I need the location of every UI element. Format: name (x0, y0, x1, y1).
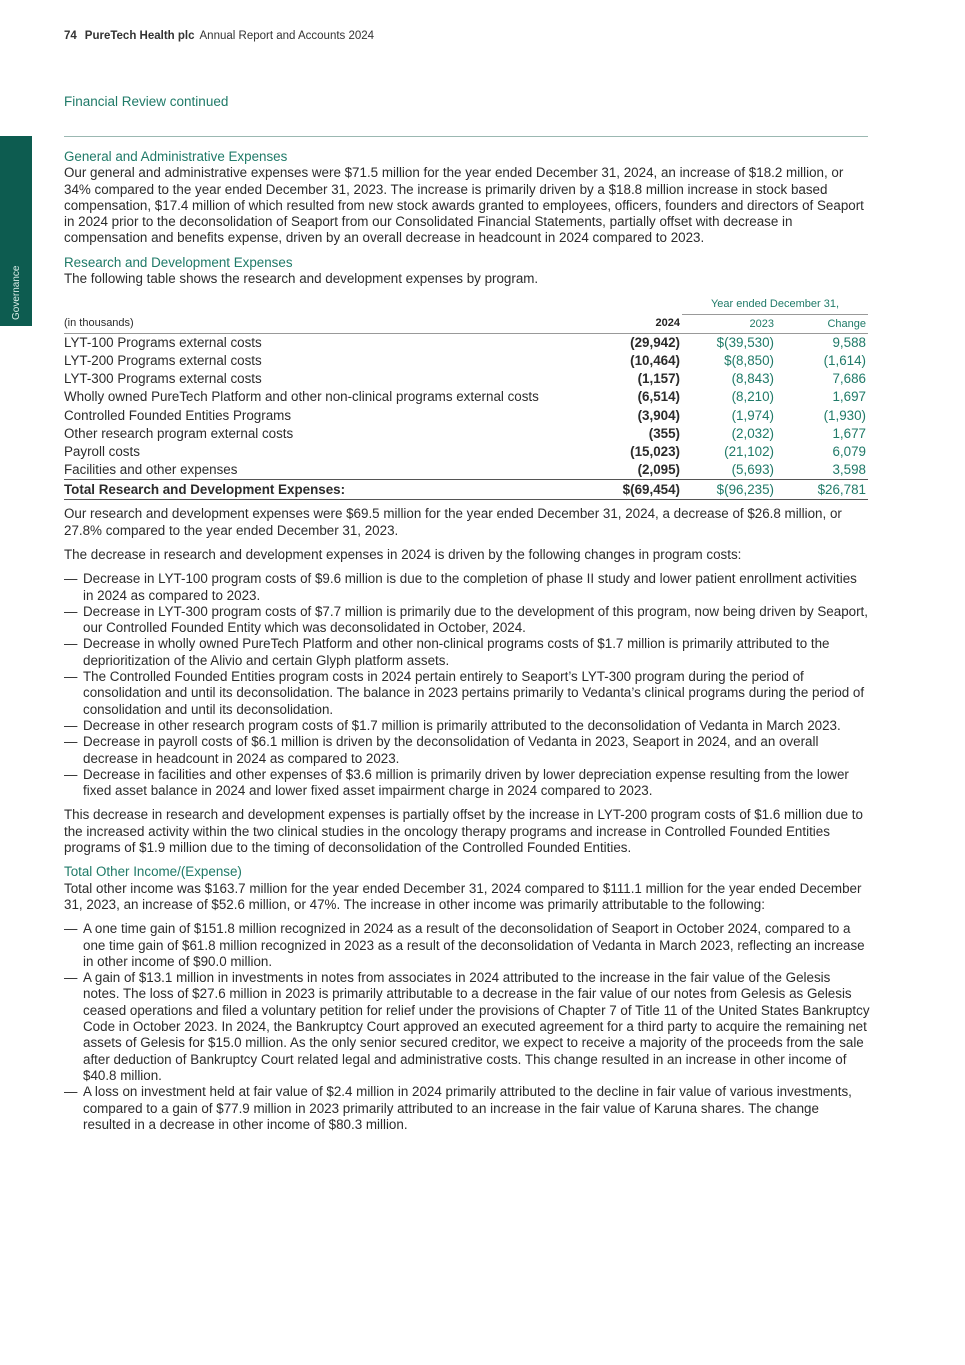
company-name: PureTech Health plc (84, 30, 195, 42)
other-bullets (64, 921, 870, 1133)
side-tab-governance[interactable] (0, 136, 32, 326)
table-row (64, 388, 868, 406)
cell-change: 1,677 (832, 425, 866, 441)
cell-y2023: (5,693) (731, 462, 774, 478)
table-row (64, 370, 868, 388)
rd-bullets (64, 571, 870, 799)
list-item: — A gain of $13.1 million in investments in notes from associates in 2024 attributed to the increase in the fair value of the Gelesis notes. The loss of $27.6 million in 2023 is primarily attributable to a decrease in the fair value of our notes from Gelesis as Gelesis ceased operations and filed a voluntary petition for relief under the provisions of Chapter 7 of Title 11 of the United States Bankruptcy Code in October 2023. In 2024, the Bankruptcy Court approved an executed agreement for a third party to acquire the remaining net assets of Gelesis for $15.0 million. As the only senior secured creditor, we expect to receive a majority of the proceeds from the sale after deduction of Bankruptcy Court related legal and administrative costs. This change resulted in an increase in other income of $40.8 million. (64, 970, 870, 1084)
unit-label: (in thousands) (64, 314, 588, 333)
cell-change: (1,930) (823, 407, 866, 423)
cell-change: 6,079 (832, 444, 866, 459)
cell-y2024: (3,904) (637, 407, 680, 423)
running-header (64, 30, 374, 42)
total-label: Total Research and Development Expenses: (64, 480, 588, 500)
cell-y2023: (8,843) (731, 371, 774, 387)
cell-y2023: $(8,850) (724, 352, 774, 368)
page-number: 74 (64, 30, 77, 42)
cell-y2024: (1,157) (637, 371, 680, 387)
cell-y2023: (1,974) (731, 407, 774, 423)
col-change: Change (774, 314, 868, 333)
list-item: — Decrease in payroll costs of $6.1 million is driven by the deconsolidation of Vedanta in 2023, Seaport in 2024, and an overall decrease in headcount in 2024 as compared to 2023. (64, 734, 870, 767)
cell-y2023: (8,210) (731, 389, 774, 405)
cell-y2024: (6,514) (637, 389, 680, 405)
table-row (64, 407, 868, 425)
rd-summary: Our research and development expenses were $69.5 million for the year ended December 31, 2024, a decrease of $26.8 million, or 27.8% compared to the year ended December 31, 2023. (64, 506, 842, 538)
cell-y2024: (355) (648, 425, 680, 441)
list-item: — Decrease in facilities and other expenses of $3.6 million is primarily driven by lower depreciation expense resulting from the lower fixed asset balance in 2024 and lower fixed asset impairment charge in 2024 compared to 2023. (64, 767, 870, 800)
cell-label: Other research program external costs (64, 425, 294, 441)
cell-y2024: (29,942) (630, 334, 680, 350)
total-row (64, 480, 868, 500)
table-row (64, 425, 868, 443)
cell-label: LYT-200 Programs external costs (64, 352, 262, 368)
rd-heading: Research and Development Expenses (64, 254, 293, 270)
total-change: $26,781 (774, 480, 868, 500)
col-2023: 2023 (682, 314, 774, 333)
ga-body: Our general and administrative expenses were $71.5 million for the year ended December 31, 2024, an increase of $18.2 million, or 34% compared to the year ended December 31, 2023. The increase is primarily driven by a $18.8 million increase in stock based compensation, $17.4 million of which resulted from new stock awards granted to employees, officers, founders and directors of Seaport in 2024 prior to the deconsolidation of Seaport from our Consolidated Financial Statements, partially offset with decrease in compensation and benefits expense, driven by an overall decrease in headcount in 2024 compared to 2023. (64, 165, 864, 246)
rd-drivers-intro: The decrease in research and development expenses in 2024 is driven by the following changes in program costs: (64, 547, 742, 562)
divider (64, 136, 868, 137)
cell-y2023: (2,032) (731, 425, 774, 441)
page-body (64, 149, 870, 1141)
total-2024: $(69,454) (588, 480, 682, 500)
other-body: Total other income was $163.7 million for the year ended December 31, 2024 compared to $111.1 million for the year ended December 31, 2023, an increase of $52.6 million, or 47%. The increase in other income was primarily attributable to the following: (64, 880, 862, 912)
table-row (64, 333, 868, 352)
cell-y2024: (10,464) (630, 352, 680, 368)
list-item: — Decrease in LYT-100 program costs of $9.6 million is due to the completion of phase II study and lower patient enrollment activities in 2024 as compared to 2023. (64, 571, 870, 604)
table-row (64, 352, 868, 370)
cell-label: Wholly owned PureTech Platform and other non-clinical programs external costs (64, 389, 539, 405)
list-item: — The Controlled Founded Entities program costs in 2024 pertain entirely to Seaport’s LYT-300 program during the period of consolidation and until its deconsolidation. The balance in 2023 pertains primarily to Vedanta’s clinical programs during the period of consolidation and until its deconsolidation. (64, 669, 870, 718)
list-item: — Decrease in LYT-300 program costs of $7.7 million is primarily due to the development of this program, now being driven by Seaport, our Controlled Founded Entity which was deconsolidated in October, 2024. (64, 604, 870, 637)
cell-label: Facilities and other expenses (64, 462, 238, 478)
table-row (64, 443, 868, 461)
cell-change: 7,686 (832, 371, 866, 387)
list-item: — Decrease in wholly owned PureTech Platform and other non-clinical programs costs of $1.7 million is primarily attributed to the deprioritization of the Alivio and certain Glyph platform assets. (64, 636, 870, 669)
other-heading: Total Other Income/(Expense) (64, 864, 242, 880)
ga-heading: General and Administrative Expenses (64, 149, 288, 164)
total-2023: $(96,235) (682, 480, 774, 500)
cell-y2024: (15,023) (630, 444, 680, 459)
col-2024: 2024 (588, 314, 682, 333)
list-item: — A one time gain of $151.8 million recognized in 2024 as a result of the deconsolidation of Seaport in October 2024, compared to a one time gain of $61.8 million recognized in 2023 as a result of the deconsolidation of Vedanta in March 2023, reflecting an increase in other income of $90.0 million. (64, 921, 870, 970)
list-item: — Decrease in other research program costs of $1.7 million is primarily attributed to the deconsolidation of Vedanta in March 2023. (64, 718, 870, 734)
cell-y2023: (21,102) (724, 444, 774, 459)
cell-change: 3,598 (832, 462, 866, 478)
table-row (64, 461, 868, 480)
side-tab-label: Governance (11, 265, 22, 320)
cell-change: 9,588 (832, 334, 866, 350)
rd-offset: This decrease in research and development expenses is partially offset by the increase in LYT-200 program costs of $1.6 million due to the increased activity within the two clinical studies in the oncology therapy programs and increase in Controlled Founded Entities programs of $1.9 million due to the timing of deconsolidation of the Controlled Founded Entities. (64, 807, 863, 856)
cell-label: Controlled Founded Entities Programs (64, 407, 292, 423)
report-title: Annual Report and Accounts 2024 (199, 30, 375, 42)
rd-expenses-table (64, 295, 868, 500)
cell-change: 1,697 (832, 389, 866, 405)
period-header: Year ended December 31, (682, 295, 868, 314)
cell-y2023: $(39,530) (716, 334, 774, 350)
cell-label: LYT-300 Programs external costs (64, 371, 262, 387)
cell-label: LYT-100 Programs external costs (64, 334, 262, 350)
rd-intro: The following table shows the research and development expenses by program. (64, 271, 539, 287)
list-item: — A loss on investment held at fair value of $2.4 million in 2024 primarily attributed to the decline in fair value of various investments, compared to a gain of $77.9 million in 2023 primarily attributed to an increase in the fair value of Karuna shares. The change resulted in a decrease in other income of $80.3 million. (64, 1084, 870, 1133)
cell-y2024: (2,095) (637, 462, 680, 478)
section-title: Financial Review continued (64, 94, 229, 109)
cell-label: Payroll costs (64, 444, 140, 459)
cell-change: (1,614) (823, 352, 866, 368)
